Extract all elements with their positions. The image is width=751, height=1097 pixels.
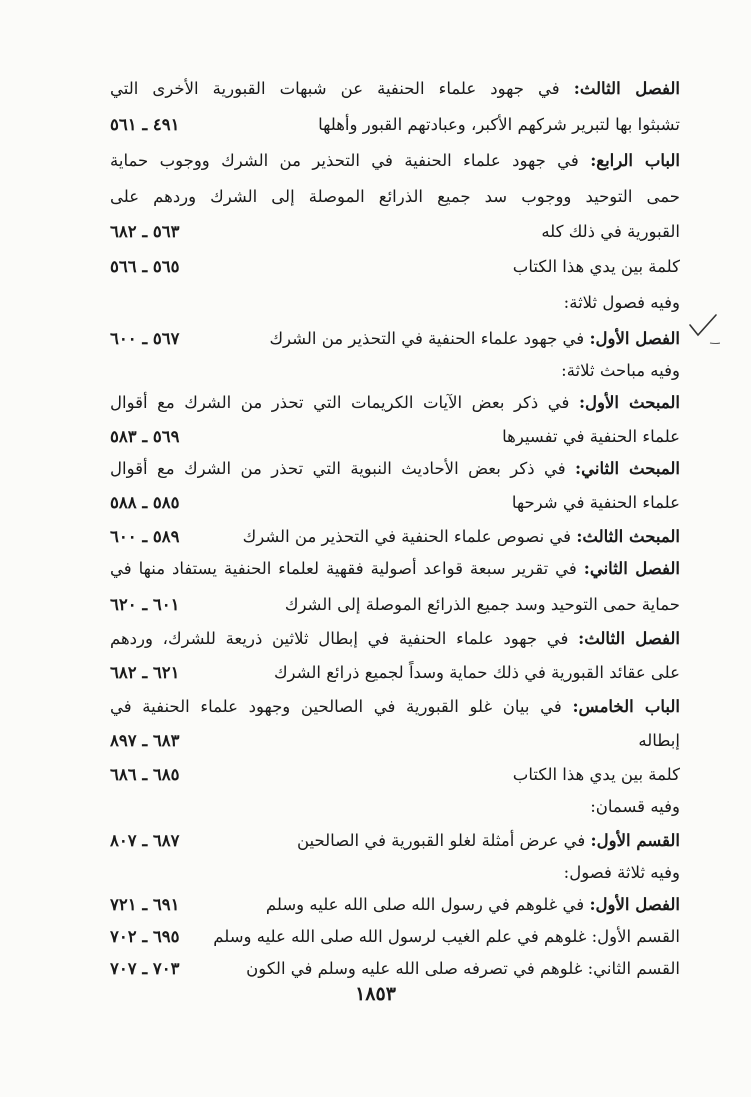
toc-entry-text [564, 286, 680, 320]
toc-entry-pages: ٥٨٩ ـ ٦٠٠ [110, 527, 180, 546]
toc-entry [110, 920, 680, 954]
toc-entry-title: في عرض أمثلة لغلو القبورية في الصالحين [296, 831, 591, 850]
toc-entry-pages: ٧٠٣ ـ ٧٠٧ [110, 959, 180, 978]
toc-entry-title: في بيان غلو القبورية في الصالحين وجهود علماء الحنفية في [110, 697, 573, 716]
toc-entry-text [297, 824, 680, 858]
toc-entry-title: علماء الحنفية في تفسيرها [502, 427, 680, 446]
toc-entry-text [246, 952, 680, 986]
toc-entry-title: في نصوص علماء الحنفية في التحذير من الشرك [242, 527, 577, 546]
toc-entry [110, 724, 680, 758]
toc-entry [110, 622, 680, 656]
toc-entry-title: القسم الأول: غلوهم في علم الغيب لرسول الله صلى الله عليه وسلم [213, 927, 680, 946]
toc-entry-title: على عقائد القبورية في ذلك حماية وسداً لجميع ذرائع الشرك [273, 663, 680, 682]
toc-entry-text [564, 856, 680, 890]
toc-entry [110, 656, 680, 690]
toc-entry-text [266, 888, 680, 922]
toc-entry [110, 520, 680, 554]
toc-entry [110, 72, 680, 106]
toc-entry-pages: ٦٩٥ ـ ٧٠٢ [110, 927, 180, 946]
toc-entry-label: الفصل الأول: [589, 329, 680, 348]
toc-entry-title: في جهود علماء الحنفية في إبطال ثلاثين ذريعة للشرك، وردهم [110, 629, 579, 648]
toc-entry-text [513, 758, 680, 792]
toc-entry-title: في ذكر بعض الآيات الكريمات التي تحذر من الشرك مع أقوال [110, 393, 579, 412]
toc-entry-title: وفيه فصول ثلاثة: [563, 293, 680, 312]
toc-entry-text [561, 354, 680, 388]
toc-entry [110, 108, 680, 142]
toc-entry-text [110, 690, 680, 724]
toc-entry-text [512, 486, 680, 520]
toc-entry-title: في جهود علماء الحنفية في التحذير من الشرك ووجوب حماية [110, 151, 591, 170]
toc-entry-text [110, 622, 680, 656]
toc-entry-title: وفيه مباحث ثلاثة: [561, 361, 680, 380]
toc-entry-pages: ٥٦٩ ـ ٥٨٣ [110, 427, 180, 446]
toc-entry-title: حمى التوحيد ووجوب سد جميع الذرائع الموصلة إلى الشرك وردهم على [110, 187, 680, 206]
toc-entry-pages: ٦٠١ ـ ٦٢٠ [110, 595, 180, 614]
checkmark-icon [688, 313, 720, 349]
toc-entry-title: في غلوهم في رسول الله صلى الله عليه وسلم [265, 895, 590, 914]
toc-entry-text [110, 552, 680, 586]
toc-entry-pages: ٤٩١ ـ ٥٦١ [110, 115, 180, 134]
toc-entry-title: في ذكر بعض الأحاديث النبوية التي تحذر من الشرك مع أقوال [110, 459, 576, 478]
toc-entry [110, 486, 680, 520]
toc-entry-text [513, 250, 680, 284]
toc-entry-text [110, 386, 680, 420]
toc-entry [110, 144, 680, 178]
toc-entry-text [110, 72, 680, 106]
toc-entry [110, 354, 680, 388]
toc-entry-label: الفصل الثاني: [583, 559, 680, 578]
toc-entry-pages: ٥٦٧ ـ ٦٠٠ [110, 329, 180, 348]
toc-entry [110, 856, 680, 890]
toc-entry-text [285, 588, 680, 622]
toc-entry-text [541, 215, 680, 249]
toc-entry [110, 552, 680, 586]
toc-entry [110, 952, 680, 986]
toc-entry-title: وفيه قسمان: [590, 797, 680, 816]
toc-entry-label: الباب الخامس: [572, 697, 680, 716]
toc-entry-label: المبحث الثالث: [576, 527, 680, 546]
toc-entry-title: كلمة بين يدي هذا الكتاب [512, 257, 680, 276]
toc-entry-pages: ٦٢١ ـ ٦٨٢ [110, 663, 180, 682]
toc-entry-text [318, 108, 680, 142]
toc-entry [110, 386, 680, 420]
toc-entry-title: القسم الثاني: غلوهم في تصرفه صلى الله عليه وسلم في الكون [246, 959, 680, 978]
toc-entry-title: إبطاله [638, 731, 680, 750]
toc-entry-label: المبحث الثاني: [575, 459, 680, 478]
toc-entry-text [269, 322, 680, 356]
toc-entry-pages: ٦٨٧ ـ ٨٠٧ [110, 831, 180, 850]
toc-entry-text [213, 920, 680, 954]
toc-entry [110, 215, 680, 249]
toc-entry [110, 322, 680, 356]
toc-entry-pages: ٦٩١ ـ ٧٢١ [110, 895, 180, 914]
toc-entry [110, 250, 680, 284]
toc-entry-title: كلمة بين يدي هذا الكتاب [512, 765, 680, 784]
toc-entry [110, 690, 680, 724]
toc-entry-title: تشبثوا بها لتبرير شركهم الأكبر، وعبادتهم القبور وأهلها [318, 115, 680, 134]
toc-entry-text [243, 520, 680, 554]
toc-entry-label: الفصل الثالث: [578, 629, 680, 648]
toc-entry-text [110, 180, 680, 214]
toc-entry-pages: ٥٦٥ ـ ٥٦٦ [110, 257, 180, 276]
toc-entry-label: الفصل الأول: [589, 895, 680, 914]
toc-entry-pages: ٥٦٣ ـ ٦٨٢ [110, 222, 180, 241]
toc-entry [110, 180, 680, 214]
toc-entry-label: المبحث الأول: [578, 393, 680, 412]
toc-entry [110, 824, 680, 858]
toc-entry-text [274, 656, 680, 690]
toc-entry-label: الفصل الثالث: [573, 79, 680, 98]
toc-entry-text [110, 144, 680, 178]
toc-entry-title: القبورية في ذلك كله [541, 222, 680, 241]
toc-entry-pages: ٦٨٣ ـ ٨٩٧ [110, 731, 180, 750]
toc-entry-title: وفيه ثلاثة فصول: [563, 863, 680, 882]
toc-entry-title: في جهود علماء الحنفية في التحذير من الشرك [269, 329, 590, 348]
toc-entry-title: علماء الحنفية في شرحها [511, 493, 680, 512]
toc-entry-label: القسم الأول: [590, 831, 680, 850]
toc-entry-text [638, 724, 680, 758]
toc-entry-title: في جهود علماء الحنفية عن شبهات القبورية الأخرى التي [110, 79, 574, 98]
toc-entry [110, 420, 680, 454]
toc-entry-title: في تقرير سبعة قواعد أصولية فقهية لعلماء الحنفية يستفاد منها في [110, 559, 584, 578]
page-number: ١٨٥٣ [355, 983, 396, 1005]
toc-entry [110, 452, 680, 486]
toc-entry-title: حماية حمى التوحيد وسد جميع الذرائع الموصلة إلى الشرك [284, 595, 680, 614]
toc-entry [110, 790, 680, 824]
toc-entry [110, 758, 680, 792]
toc-entry-text [590, 790, 680, 824]
toc-entry [110, 588, 680, 622]
toc-entry-text [502, 420, 680, 454]
toc-entry-pages: ٥٨٥ ـ ٥٨٨ [110, 493, 180, 512]
toc-entry-text [110, 452, 680, 486]
toc-entry-label: الباب الرابع: [590, 151, 680, 170]
toc-entry [110, 888, 680, 922]
toc-entry-pages: ٦٨٥ ـ ٦٨٦ [110, 765, 180, 784]
toc-entry [110, 286, 680, 320]
